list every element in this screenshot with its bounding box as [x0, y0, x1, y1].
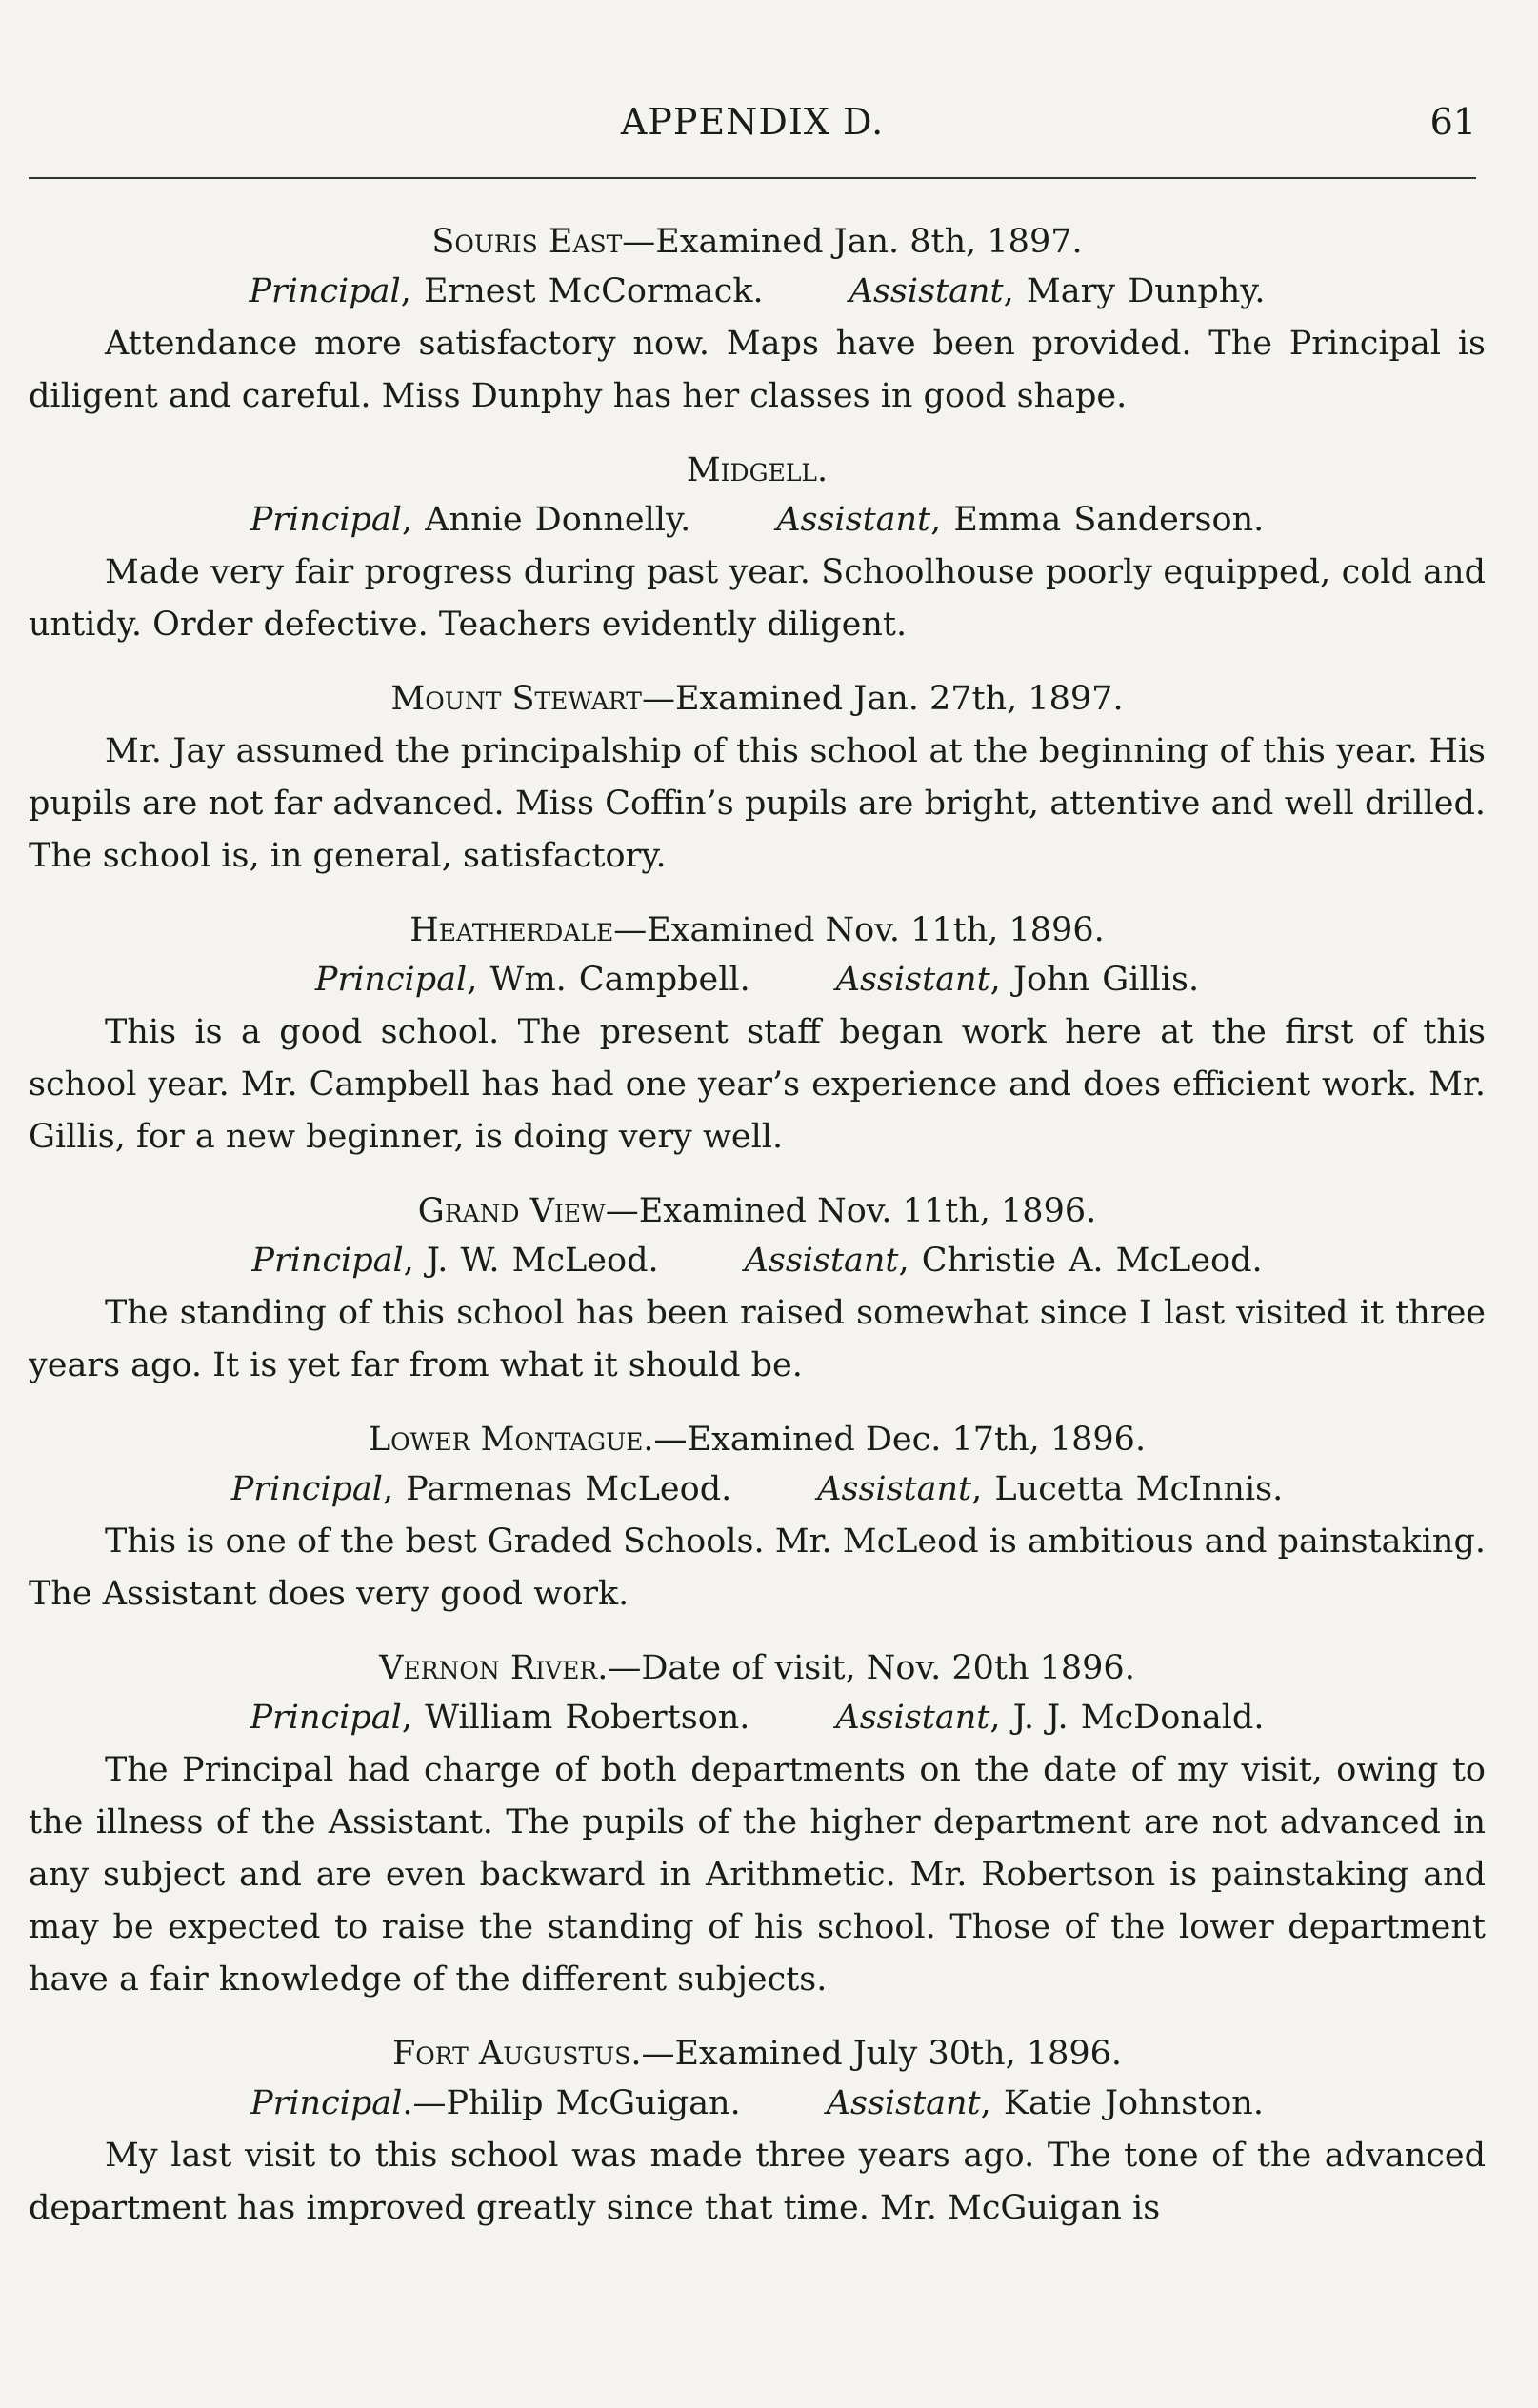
- principal-label: Principal: [250, 501, 402, 539]
- assistant-label: Assistant: [776, 501, 931, 539]
- principal-sep: ,: [400, 272, 424, 310]
- assistant-name: Mary Dunphy.: [1026, 272, 1266, 310]
- principal-name: Wm. Campbell.: [489, 961, 750, 999]
- principal-sep: .—: [402, 2084, 447, 2122]
- staff-line: [29, 2079, 1486, 2128]
- principal-label: Principal: [249, 272, 401, 310]
- entry-heatherdale: [29, 905, 1486, 1164]
- assistant-sep: ,: [971, 1470, 995, 1508]
- entry-text: The standing of this school has been raised somewhat since I last visited it three years ago. It is yet far from what it should be.: [29, 1294, 1486, 1384]
- entry-text: The Principal had charge of both departments on the date of my visit, owing to the illness of the Assistant. The pupils of the higher department are not advanced in any subject and are even backward in Arithmetic. Mr. Robertson is painstaking and may be expected to raise the standing of his school. Those of the lower department have a fair knowledge of the different subjects.: [29, 1751, 1486, 1999]
- assistant-label: Assistant: [744, 1242, 899, 1280]
- principal-label: Principal: [251, 1242, 404, 1280]
- entry-heading: [29, 446, 1486, 495]
- principal-name: Philip McGuigan.: [446, 2084, 741, 2122]
- principal-name: William Robertson.: [425, 1699, 750, 1737]
- principal-sep: ,: [403, 1242, 427, 1280]
- school-name: Mount Stewart: [390, 680, 642, 718]
- entry-heading: [29, 1415, 1486, 1464]
- principal-sep: ,: [402, 501, 426, 539]
- report-body: [29, 217, 1486, 2258]
- assistant-sep: ,: [930, 501, 954, 539]
- assistant-sep: ,: [898, 1242, 922, 1280]
- staff-line: [29, 955, 1486, 1005]
- school-name: Vernon River.: [379, 1649, 609, 1687]
- assistant-sep: ,: [989, 1699, 1013, 1737]
- assistant-label: Assistant: [817, 1470, 972, 1508]
- assistant-name: Christie A. McLeod.: [921, 1242, 1263, 1280]
- assistant-label: Assistant: [835, 1699, 990, 1737]
- entry-vernon-river: [29, 1643, 1486, 2006]
- school-name: Heatherdale: [409, 911, 614, 949]
- assistant-name: Emma Sanderson.: [953, 501, 1265, 539]
- school-name: Midgell.: [686, 451, 829, 489]
- exam-detail: —Examined July 30th, 1896.: [641, 2035, 1123, 2073]
- running-title: APPENDIX D.: [620, 101, 885, 143]
- entry-text: Attendance more satisfactory now. Maps have been provided. The Principal is diligent and careful. Miss Dunphy has her classes in good shape.: [29, 325, 1486, 415]
- entry-souris-east: [29, 217, 1486, 423]
- entry-heading: [29, 1186, 1486, 1236]
- exam-detail: —Examined Jan. 8th, 1897.: [622, 223, 1083, 261]
- entry-text: My last visit to this school was made three years ago. The tone of the advanced department has improved greatly since that time. Mr. McGuigan is: [29, 2137, 1486, 2227]
- entry-text: This is one of the best Graded Schools. Mr. McLeod is ambitious and painstaking. The Assistant does very good work.: [29, 1522, 1486, 1613]
- entry-grand-view: [29, 1186, 1486, 1392]
- principal-name: Parmenas McLeod.: [406, 1470, 732, 1508]
- assistant-name: J. J. McDonald.: [1012, 1699, 1265, 1737]
- assistant-sep: ,: [989, 961, 1013, 999]
- principal-sep: ,: [467, 961, 490, 999]
- school-name: Grand View: [417, 1192, 606, 1230]
- assistant-sep: ,: [980, 2084, 1004, 2122]
- entry-text: Made very fair progress during past year. Schoolhouse poorly equipped, cold and untidy. Order defective. Teachers evidently diligent.: [29, 553, 1486, 644]
- assistant-sep: ,: [1003, 272, 1027, 310]
- entry-heading: [29, 2029, 1486, 2079]
- page-number: 61: [1429, 101, 1476, 143]
- principal-sep: ,: [401, 1699, 426, 1737]
- exam-detail: —Examined Nov. 11th, 1896.: [613, 911, 1105, 949]
- entry-lower-montague: [29, 1415, 1486, 1621]
- entry-text: Mr. Jay assumed the principalship of this school at the beginning of this year. His pupils are not far advanced. Miss Coffin’s pupils are bright, attentive and well drilled. The school is, in general, satisfactory.: [29, 732, 1486, 875]
- school-name: Fort Augustus.: [391, 2035, 642, 2073]
- assistant-name: Lucetta McInnis.: [994, 1470, 1284, 1508]
- principal-label: Principal: [230, 1470, 383, 1508]
- assistant-name: John Gillis.: [1012, 961, 1200, 999]
- running-head: [29, 95, 1476, 152]
- staff-line: [29, 1464, 1486, 1514]
- school-name: Lower Montague.: [368, 1421, 654, 1459]
- principal-sep: ,: [383, 1470, 407, 1508]
- assistant-name: Katie Johnston.: [1003, 2084, 1264, 2122]
- entry-heading: [29, 674, 1486, 724]
- entry-heading: [29, 905, 1486, 955]
- entry-mount-stewart: [29, 674, 1486, 883]
- assistant-label: Assistant: [849, 272, 1004, 310]
- assistant-label: Assistant: [835, 961, 990, 999]
- principal-name: Ernest McCormack.: [423, 272, 764, 310]
- principal-label: Principal: [250, 1699, 402, 1737]
- assistant-label: Assistant: [826, 2084, 981, 2122]
- entry-heading: [29, 217, 1486, 267]
- exam-detail: —Date of visit, Nov. 20th 1896.: [608, 1649, 1135, 1687]
- school-name: Souris East: [431, 223, 623, 261]
- exam-detail: —Examined Nov. 11th, 1896.: [605, 1192, 1097, 1230]
- entry-midgell: [29, 446, 1486, 651]
- staff-line: [29, 1236, 1486, 1285]
- staff-line: [29, 495, 1486, 545]
- principal-name: Annie Donnelly.: [425, 501, 691, 539]
- entry-fort-augustus: [29, 2029, 1486, 2235]
- principal-name: J. W. McLeod.: [426, 1242, 659, 1280]
- entry-heading: [29, 1643, 1486, 1693]
- principal-label: Principal: [314, 961, 468, 999]
- entry-text: This is a good school. The present staff began work here at the first of this school year. Mr. Campbell has had one year’s experience and does efficient work. Mr. Gillis, for a new beginner, is doing very well.: [29, 1013, 1486, 1156]
- principal-label: Principal: [250, 2084, 403, 2122]
- exam-detail: —Examined Jan. 27th, 1897.: [641, 680, 1124, 718]
- staff-line: [29, 1693, 1486, 1742]
- staff-line: [29, 267, 1486, 316]
- header-rule: [29, 177, 1476, 179]
- exam-detail: —Examined Dec. 17th, 1896.: [653, 1421, 1147, 1459]
